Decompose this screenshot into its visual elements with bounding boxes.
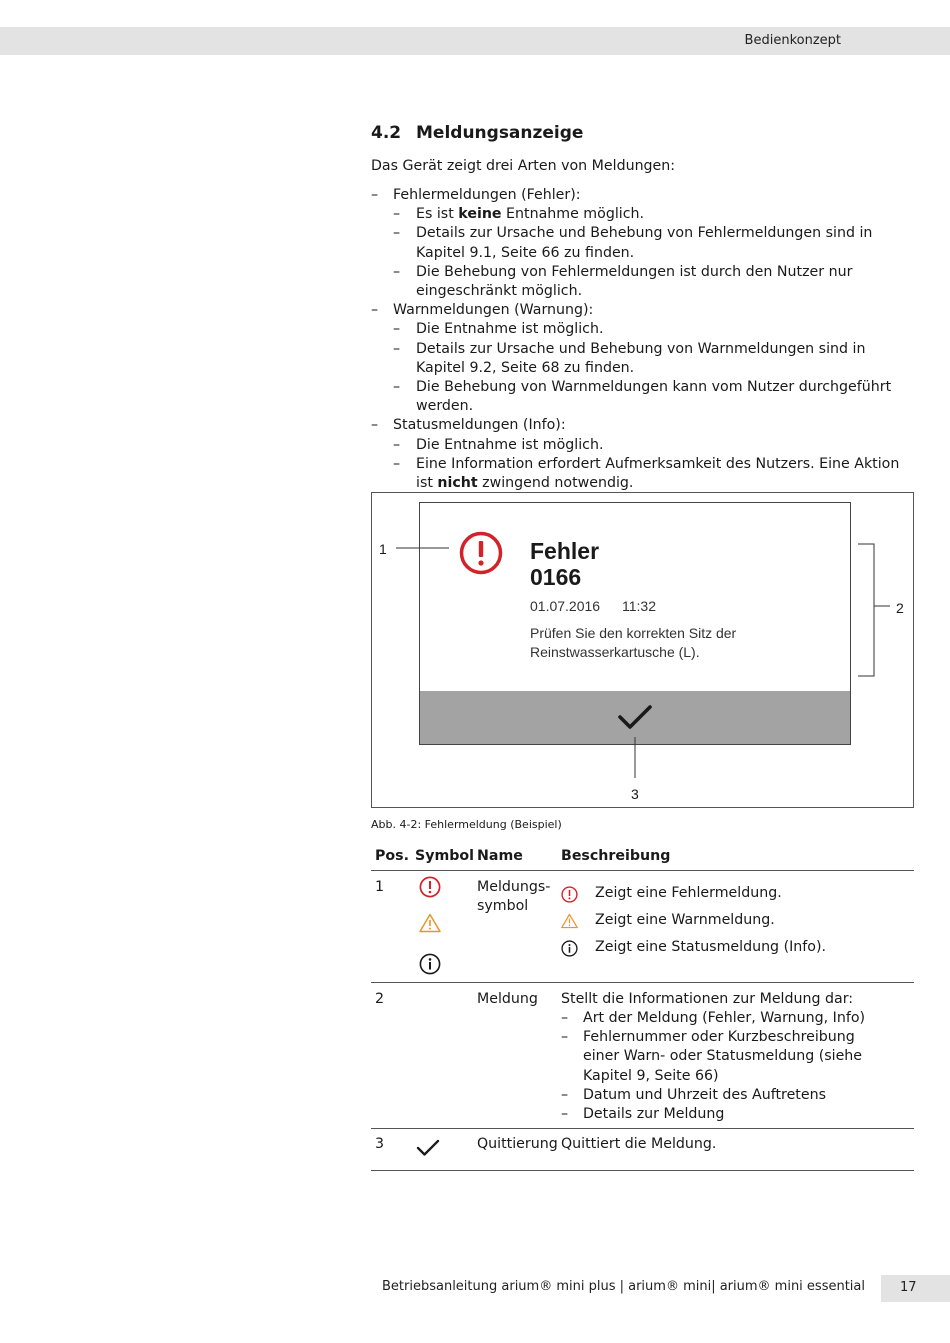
header-section-title: Bedienkonzept [744,33,841,48]
page-header [0,27,950,55]
list-subitem: – Die Behebung von Fehlermeldungen ist durch den Nutzer nur eingeschränkt möglich. [393,263,853,300]
error-icon [561,886,578,903]
row-2-description: Stellt die Informationen zur Meldung dar: [561,991,854,1007]
list-item: – Art der Meldung (Fehler, Warnung, Info) [561,1010,866,1026]
row-2-name: Meldung [477,991,538,1007]
page-number-box [881,1275,950,1302]
row-divider [371,1128,914,1129]
row-3-description: Quittiert die Meldung. [561,1136,717,1152]
figure-caption: Abb. 4-2: Fehlermeldung (Beispiel) [371,818,562,831]
page-number: 17 [900,1280,917,1295]
intro-text: Das Gerät zeigt drei Arten von Meldungen: [371,158,676,174]
warning-icon [419,913,441,933]
message-code: 0166 [530,564,582,590]
column-header-symbol: Symbol [415,848,475,864]
list-subitem: – Details zur Ursache und Behebung von Warnmeldungen sind in Kapitel 9.2, Seite 68 zu finden. [393,340,866,376]
message-date: 01.07.2016 [530,598,601,614]
check-icon [416,1139,440,1157]
error-icon [419,876,441,898]
list-subitem: – Details zur Ursache und Behebung von Fehlermeldungen sind in Kapitel 9.1, Seite 66 zu finden. [393,225,873,261]
footer-document-title: Betriebsanleitung arium® mini plus | arium® mini| arium® mini essential [382,1279,865,1294]
list-subitem: – Die Entnahme ist möglich. [393,436,604,453]
list-item-label: Fehlermeldungen (Fehler): [393,187,581,203]
row-1-name: Meldungs- symbol [477,879,551,915]
column-header-pos: Pos. [375,848,409,864]
row-3-pos: 3 [375,1136,385,1152]
error-icon [459,531,503,575]
row-3-name: Quittierung [477,1136,558,1152]
header-divider [371,870,914,871]
section-title: Meldungsanzeige [416,123,584,143]
list-item: – Warnmeldungen (Warnung): [371,302,594,319]
row-2-items [561,1009,911,1124]
list-item-label: Statusmeldungen (Info): [393,417,566,434]
callout-1: 1 [379,541,387,557]
warning-icon [561,913,578,929]
message-types-list [371,186,916,493]
callout-3: 3 [631,786,639,802]
column-header-description: Beschreibung [561,848,671,864]
acknowledge-bar[interactable] [420,691,850,744]
section-heading [371,123,583,143]
info-icon [561,940,578,957]
list-item-label: Warnmeldungen (Warnung): [393,302,594,319]
row-2-pos: 2 [375,991,385,1007]
info-icon [419,953,441,975]
message-detail: Prüfen Sie den korrekten Sitz der Reinstwasserkartusche (L). [530,625,737,660]
list-item: – Statusmeldungen (Info): [371,417,566,434]
row-1-pos: 1 [375,879,385,895]
list-item: – Datum und Uhrzeit des Auftretens [561,1086,826,1103]
check-icon[interactable] [617,703,653,731]
section-number: 4.2 [371,123,402,143]
table-bottom-rule [371,1170,914,1171]
list-item: – Fehlernummer oder Kurzbeschreibung einer Warn- oder Statusmeldung (siehe Kapitel 9, Seite 66) [561,1029,863,1084]
row-divider [371,982,914,983]
message-time: 11:32 [622,598,656,614]
list-subitem: – Es ist keine Entnahme möglich. [393,206,645,223]
list-item: – Details zur Meldung [561,1106,725,1123]
message-type: Fehler [530,538,600,564]
list-subitem: – Die Entnahme ist möglich. [393,321,604,338]
list-item: – Fehlermeldungen (Fehler): [371,187,581,203]
column-header-name: Name [477,848,523,864]
list-subitem: – Die Behebung von Warnmeldungen kann vom Nutzer durchgeführt werden. [393,379,892,415]
list-subitem: – Eine Information erfordert Aufmerksamkeit des Nutzers. Eine Aktion ist nicht zwingend notwendig. [393,455,900,492]
callout-2: 2 [896,600,904,616]
